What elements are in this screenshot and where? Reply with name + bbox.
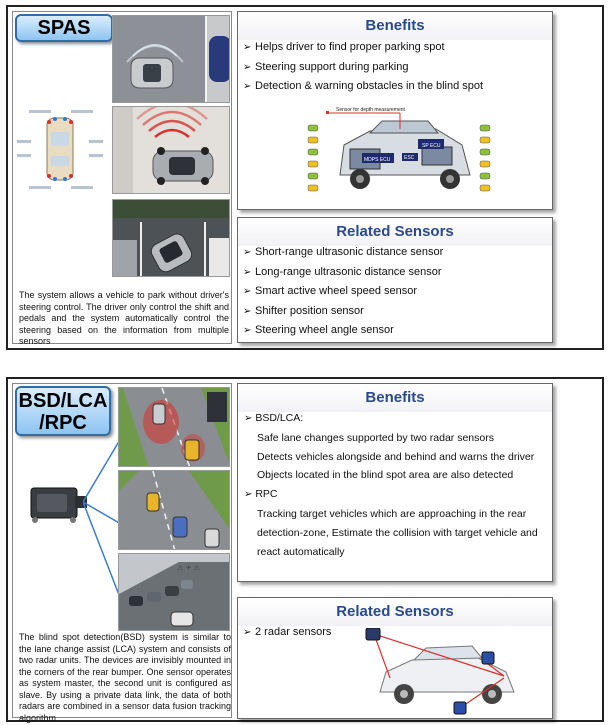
bsd-title-line2: /RPC bbox=[39, 412, 87, 434]
spas-sensors-list bbox=[238, 243, 552, 341]
spas-sensors-box bbox=[237, 217, 553, 343]
spas-scene-perpendicular bbox=[112, 199, 230, 277]
connector-lines bbox=[83, 424, 123, 624]
group-line: Tracking target vehicles which are approaching in the rear bbox=[257, 507, 527, 520]
bsd-sensors-box bbox=[237, 597, 553, 719]
bsd-scene-lane-change bbox=[118, 470, 230, 550]
bsd-title-line1: BSD/LCA bbox=[18, 390, 108, 412]
bullet-arrow-icon: ➢ bbox=[243, 305, 252, 317]
list-item bbox=[244, 409, 552, 429]
group-line: Detects vehicles alongside and behind and warns the driver bbox=[257, 450, 535, 463]
bsd-panel bbox=[6, 377, 604, 722]
list-item: ➢ Helps driver to find proper parking spot bbox=[242, 38, 552, 58]
bsd-benefits-content bbox=[238, 409, 552, 561]
ultrasonic-sensor-icon bbox=[308, 173, 318, 179]
group-line: Objects located in the blind spot area are also detected bbox=[257, 469, 514, 482]
list-item: ➢ Steering support during parking bbox=[242, 58, 552, 78]
bullet-arrow-icon: ➢ bbox=[243, 286, 252, 297]
list-item: ➢ Long-range ultrasonic distance sensor bbox=[242, 263, 552, 283]
bsd-car-radar-diagram bbox=[364, 628, 524, 716]
ultrasonic-sensor-icon bbox=[308, 161, 318, 167]
list-item: ➢ 2 radar sensors bbox=[242, 623, 552, 643]
spas-panel bbox=[6, 5, 604, 350]
depth-sensor-label: Sensor for depth measurement bbox=[336, 107, 405, 113]
bsd-scene-blind-spot bbox=[118, 387, 230, 467]
ultrasonic-sensor-icon bbox=[480, 173, 490, 179]
mdps-ecu-label: MDPS ECU bbox=[364, 157, 391, 163]
spas-description: The system allows a vehicle to park without driver's steering control. The driver only control the shift and pedals and the system automatically control the steering based on the information from multiple sensors bbox=[19, 290, 229, 346]
bsd-left-column bbox=[12, 383, 232, 723]
list-item: ➢ Steering wheel angle sensor bbox=[242, 321, 552, 341]
group-line: detection-zone, Estimate the collision with target vehicle and bbox=[257, 526, 538, 539]
bullet-arrow-icon: ➢ bbox=[243, 266, 252, 278]
bullet-arrow-icon: ➢ bbox=[243, 61, 252, 73]
sp-ecu-label: SP ECU bbox=[422, 143, 441, 149]
spas-left-column bbox=[12, 11, 232, 344]
group-line: react automatically bbox=[257, 545, 345, 558]
list-item: ➢ Short-range ultrasonic distance sensor bbox=[242, 243, 552, 263]
group-head: BSD/LCA: bbox=[255, 412, 304, 424]
spas-scene-radar bbox=[112, 106, 230, 194]
spas-benefits-title: Benefits bbox=[238, 12, 552, 40]
ultrasonic-sensor-icon bbox=[480, 149, 490, 155]
spas-benefits-box bbox=[237, 11, 553, 210]
bsd-sensors-title: Related Sensors bbox=[238, 598, 552, 626]
bullet-arrow-icon: ➢ bbox=[243, 42, 252, 53]
ultrasonic-sensor-icon bbox=[308, 137, 318, 143]
spas-scene-parking-waves bbox=[112, 15, 230, 103]
bsd-description: The blind spot detection(BSD) system is similar to the lane change assist (LCA) system and consists of two radar units. The devices are invisibly mounted in the corners of the rear bumper. One sensor operates as system master, the second unit is configured as slave. By using a private data link, the data of both radars are combined in a sensor data fusion tracking algorithm bbox=[19, 632, 231, 723]
bsd-benefits-title: Benefits bbox=[238, 384, 552, 412]
group-line: Safe lane changes supported by two radar sensors bbox=[257, 431, 494, 444]
spas-sensor-layout-diagram bbox=[13, 100, 109, 196]
bullet-arrow-icon: ➢ bbox=[244, 413, 253, 424]
list-item: ➢ Smart active wheel speed sensor bbox=[242, 282, 552, 302]
ultrasonic-sensor-icon bbox=[308, 185, 318, 191]
bullet-arrow-icon: ➢ bbox=[243, 325, 252, 336]
ultrasonic-sensor-icon bbox=[480, 185, 490, 191]
bsd-lca-group bbox=[244, 409, 552, 485]
ultrasonic-sensor-icon bbox=[480, 125, 490, 131]
bsd-scene-rear-approach bbox=[118, 553, 230, 631]
group-head: RPC bbox=[255, 488, 278, 501]
list-item: ➢ Detection & warning obstacles in the blind spot bbox=[242, 77, 552, 97]
spas-title-badge: SPAS bbox=[15, 14, 113, 42]
spas-benefits-list bbox=[238, 38, 552, 97]
bullet-arrow-icon: ➢ bbox=[243, 247, 252, 258]
esc-ecu-label: ESC bbox=[404, 155, 415, 161]
bsd-benefits-box bbox=[237, 383, 553, 582]
rpc-group bbox=[244, 485, 552, 561]
list-item: ➢ Shifter position sensor bbox=[242, 302, 552, 322]
ultrasonic-sensor-icon bbox=[480, 137, 490, 143]
spas-sensors-title: Related Sensors bbox=[238, 218, 552, 246]
bullet-arrow-icon: ➢ bbox=[244, 489, 253, 501]
ultrasonic-sensor-icon bbox=[480, 161, 490, 167]
bullet-arrow-icon: ➢ bbox=[243, 627, 252, 638]
ultrasonic-sensor-icon bbox=[308, 149, 318, 155]
spas-car-cutaway-diagram bbox=[304, 105, 504, 207]
bullet-arrow-icon: ➢ bbox=[243, 81, 252, 92]
list-item bbox=[244, 485, 552, 505]
svg-text:⚠ ✈ ⚠: ⚠ ✈ ⚠ bbox=[177, 564, 200, 572]
radar-unit-image bbox=[27, 480, 89, 526]
ultrasonic-sensor-icon bbox=[308, 125, 318, 131]
